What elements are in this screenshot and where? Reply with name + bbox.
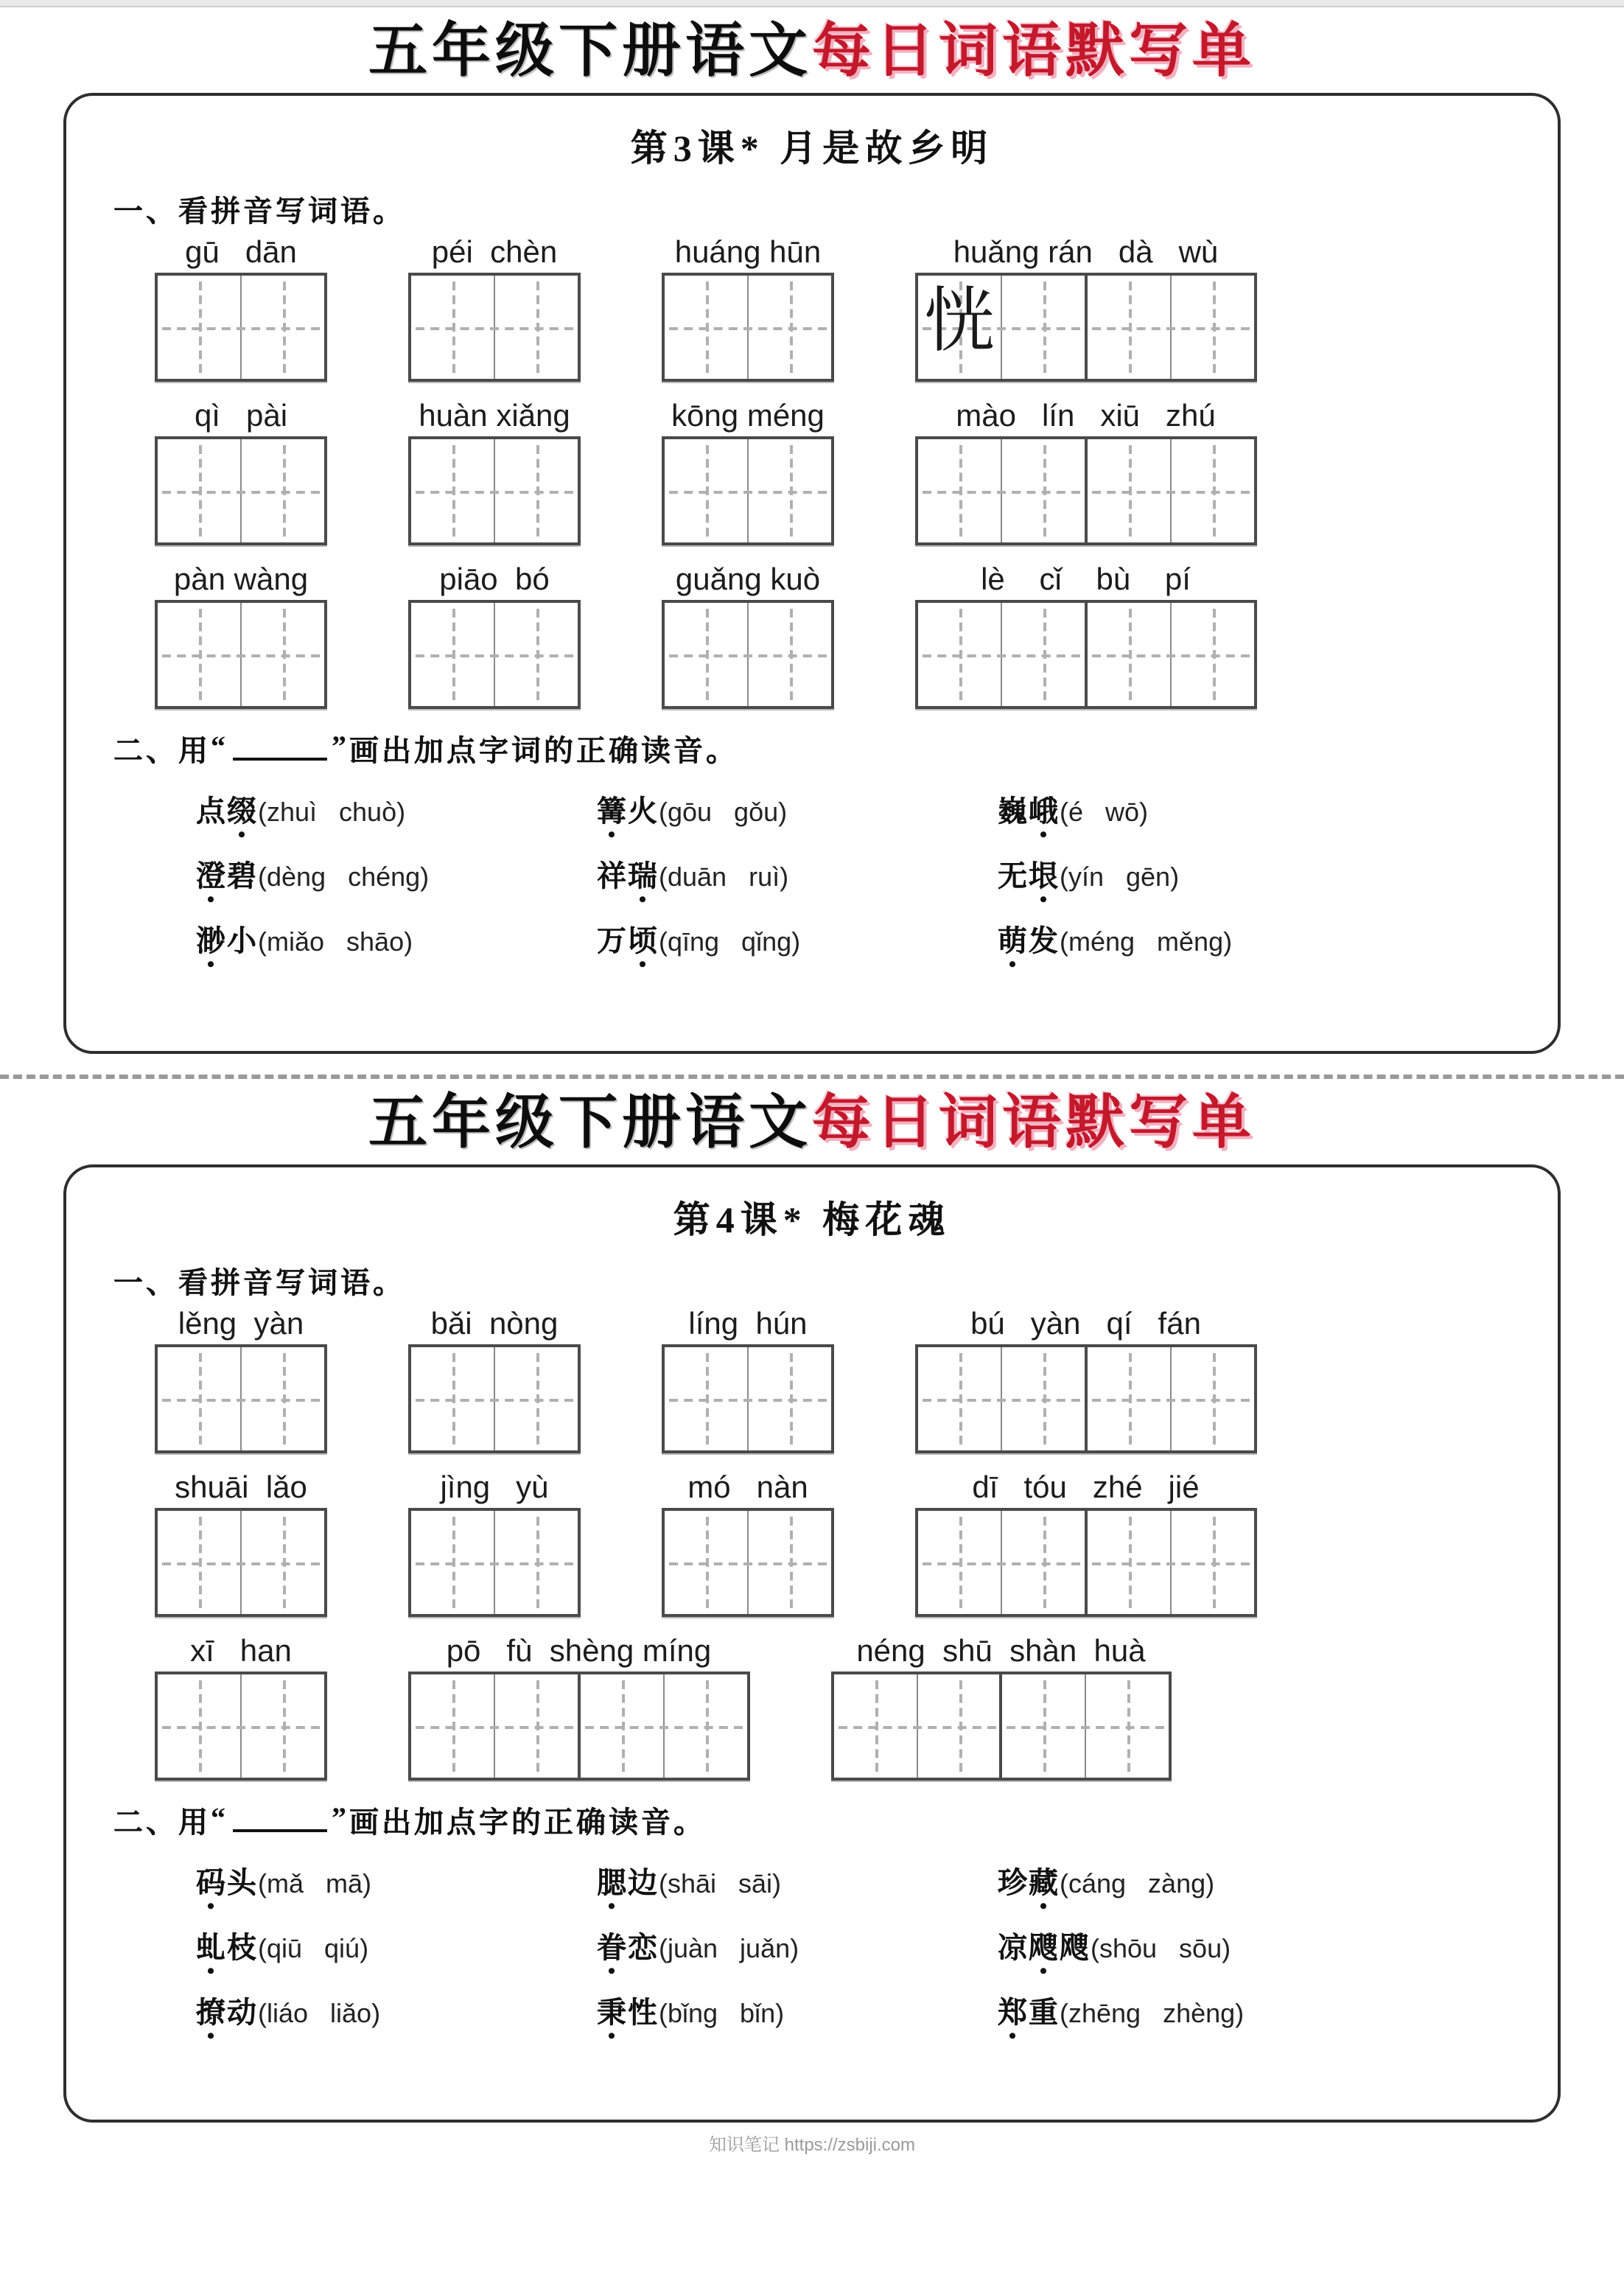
word-group <box>408 236 581 382</box>
word-group <box>155 1471 327 1617</box>
pronunciation-item <box>597 788 998 831</box>
word-group <box>662 1307 834 1453</box>
writing-box <box>999 1672 1172 1781</box>
pronunciation-item <box>196 853 597 895</box>
pinyin-write-area-p2 <box>111 1307 1513 1781</box>
pinyin-label: mó nàn <box>687 1471 808 1506</box>
dotted-character: 峨 • <box>1029 788 1060 831</box>
answer-cell[interactable] <box>240 604 324 707</box>
pinyin-label: mào lín xiū zhú <box>956 399 1216 434</box>
title-black-part: 五年级下册语文 <box>368 18 812 84</box>
writing-boxes <box>155 1344 327 1453</box>
answer-cell[interactable] <box>411 604 494 707</box>
writing-box <box>408 1672 581 1781</box>
answer-cell[interactable] <box>494 604 578 707</box>
answer-cell[interactable] <box>494 1347 578 1450</box>
writing-boxes <box>408 601 581 710</box>
section2-prefix-p2: 二、用 <box>113 1807 211 1840</box>
pinyin-label: shuāi lǎo <box>175 1471 307 1506</box>
pronunciation-item <box>597 1859 998 1902</box>
target-word: 凉飕 •飕 <box>998 1933 1091 1966</box>
handwritten-answer: 恍 <box>924 283 995 362</box>
word-group <box>662 563 834 709</box>
writing-box <box>408 601 581 710</box>
answer-cell[interactable] <box>1169 439 1253 542</box>
dotted-character: 腮 • <box>597 1859 628 1902</box>
section1-label-p1: 一、看拼音写词语。 <box>113 196 405 228</box>
word-group <box>915 563 1256 709</box>
target-word: 篝 •火 <box>597 797 659 829</box>
pronunciation-item <box>196 1989 597 2032</box>
writing-box <box>830 1672 1003 1781</box>
target-word: 点缀 • <box>196 797 258 829</box>
dotted-character: 瑞 • <box>628 853 659 895</box>
pinyin-label: huǎng rán dà wù <box>953 236 1219 270</box>
answer-cell[interactable] <box>1087 439 1169 542</box>
word-group <box>155 399 327 545</box>
writing-box <box>915 436 1088 545</box>
pinyin-label: gū dān <box>185 236 297 270</box>
writing-boxes <box>662 601 834 710</box>
pinyin-label: piāo bó <box>439 563 550 598</box>
close-quote-p2: ” <box>332 1803 349 1836</box>
writing-box <box>662 273 834 382</box>
pinyin-label: huàn xiǎng <box>419 399 570 434</box>
answer-cell[interactable] <box>1087 604 1169 707</box>
reading-options[interactable]: (juàn juǎn) <box>659 1934 799 1964</box>
answer-cell[interactable] <box>665 604 747 707</box>
writing-box <box>155 1672 327 1781</box>
pronunciation-item <box>196 788 597 831</box>
section2-prefix-p1: 二、用 <box>113 736 211 769</box>
answer-cell[interactable] <box>494 1511 578 1614</box>
writing-boxes <box>915 273 1256 382</box>
writing-boxes <box>662 1344 834 1453</box>
section2-label-p2 <box>113 1799 1513 1842</box>
pinyin-row <box>155 1635 1513 1781</box>
word-group <box>408 563 581 709</box>
answer-cell[interactable] <box>494 276 578 379</box>
target-word: 眷 •恋 <box>597 1933 659 1966</box>
answer-cell[interactable] <box>1001 276 1085 379</box>
open-quote-p2: “ <box>211 1803 228 1836</box>
word-group <box>662 399 834 545</box>
answer-cell[interactable] <box>411 276 494 379</box>
writing-box <box>915 1508 1088 1617</box>
writing-boxes <box>662 273 834 382</box>
answer-cell[interactable] <box>1087 276 1169 379</box>
word-group <box>915 236 1256 382</box>
answer-cell[interactable] <box>747 1347 831 1450</box>
writing-boxes <box>408 436 581 545</box>
target-word: 巍峨 • <box>998 797 1060 829</box>
answer-cell[interactable] <box>665 1347 747 1450</box>
reading-options[interactable]: (zhuì chuò) <box>258 797 406 828</box>
dotted-character: 飕 • <box>1029 1924 1060 1967</box>
section2-suffix-p1: 画出加点字词的正确读音。 <box>349 736 738 769</box>
pinyin-label: kōng méng <box>671 399 825 434</box>
reading-options[interactable]: (cáng zàng) <box>1060 1869 1215 1899</box>
underline-mark-p2 <box>233 1809 327 1832</box>
writing-boxes <box>155 273 327 382</box>
writing-boxes <box>155 436 327 545</box>
writing-box <box>1084 1508 1256 1617</box>
pinyin-label: bǎi nòng <box>430 1307 559 1341</box>
pinyin-label: guǎng kuò <box>675 563 821 598</box>
reading-options[interactable]: (miǎo shāo) <box>258 927 413 957</box>
section1-label-p2: 一、看拼音写词语。 <box>113 1268 405 1300</box>
writing-box <box>662 1344 834 1453</box>
answer-cell[interactable] <box>747 604 831 707</box>
answer-cell[interactable] <box>1087 1347 1169 1450</box>
pronunciation-item <box>998 853 1513 895</box>
writing-boxes <box>408 1508 581 1617</box>
dotted-character: 萌 • <box>998 918 1029 960</box>
writing-box <box>915 1344 1088 1453</box>
title-red-part: 每日词语默写单 <box>812 18 1256 84</box>
word-group <box>155 236 327 382</box>
target-word: 撩 •动 <box>196 1998 258 2030</box>
answer-cell[interactable] <box>240 439 324 542</box>
reading-options[interactable]: (qīng qǐng) <box>659 927 801 957</box>
reading-options[interactable]: (zhēng zhèng) <box>1060 1999 1245 2029</box>
answer-cell[interactable] <box>1169 1511 1253 1614</box>
title2-black-part: 五年级下册语文 <box>368 1089 812 1156</box>
writing-box <box>155 273 327 382</box>
pinyin-label: qì pài <box>194 399 288 434</box>
writing-boxes <box>830 1672 1172 1781</box>
title2-red-part: 每日词语默写单 <box>812 1089 1256 1156</box>
pinyin-row <box>155 563 1513 709</box>
dotted-character: 渺 • <box>196 918 227 960</box>
answer-cell[interactable] <box>411 1511 494 1614</box>
writing-box <box>577 1672 749 1781</box>
pronunciation-item <box>998 1859 1513 1902</box>
writing-boxes <box>662 436 834 545</box>
answer-cell[interactable] <box>240 1675 324 1778</box>
answer-cell[interactable] <box>240 1347 324 1450</box>
pinyin-label: xī han <box>190 1635 292 1669</box>
pinyin-write-area-p1 <box>111 236 1513 710</box>
writing-box <box>1084 273 1256 382</box>
target-word: 腮 •边 <box>597 1868 659 1901</box>
open-quote-p1: “ <box>211 731 228 764</box>
pinyin-label: jìng yù <box>440 1471 549 1506</box>
pinyin-label: néng shū shàn huà <box>856 1635 1146 1669</box>
answer-cell[interactable] <box>1169 1347 1253 1450</box>
pronunciation-item <box>998 1989 1513 2032</box>
writing-box <box>662 436 834 545</box>
underline-mark-p1 <box>233 737 327 761</box>
word-group <box>155 1635 327 1781</box>
pinyin-row <box>155 399 1513 545</box>
answer-cell[interactable] <box>494 439 578 542</box>
target-word: 秉 •性 <box>597 1998 659 2030</box>
answer-cell[interactable] <box>411 1675 494 1778</box>
pinyin-label: lè cǐ bù pí <box>981 563 1191 598</box>
pronunciation-item <box>597 853 998 895</box>
writing-boxes <box>915 1508 1256 1617</box>
pinyin-label: pàn wàng <box>173 563 309 598</box>
dotted-character: 篝 • <box>597 788 628 831</box>
answer-cell[interactable] <box>158 1347 240 1450</box>
writing-box <box>915 273 1088 382</box>
answer-cell[interactable] <box>580 1675 662 1778</box>
writing-boxes <box>662 1508 834 1617</box>
answer-cell[interactable] <box>240 276 324 379</box>
site-watermark: 知识笔记 https://zsbiji.com <box>708 2134 916 2155</box>
dotted-character: 顷 • <box>628 918 659 960</box>
answer-cell[interactable] <box>918 439 1001 542</box>
target-word: 码 •头 <box>196 1868 258 1901</box>
answer-cell[interactable] <box>747 439 831 542</box>
section2-label-p1 <box>113 727 1513 770</box>
dotted-character: 撩 • <box>196 1989 227 2032</box>
reading-options[interactable]: (duān ruì) <box>659 862 789 893</box>
answer-cell[interactable] <box>494 1675 578 1778</box>
page-cut-dashed-line <box>0 1075 1624 1079</box>
dotted-character: 秉 • <box>597 1989 628 2032</box>
word-group <box>915 1307 1256 1453</box>
writing-boxes <box>408 1672 749 1781</box>
pronunciation-items-p2 <box>111 1859 1513 2032</box>
pronunciation-item <box>196 1859 597 1902</box>
pinyin-row <box>155 1307 1513 1453</box>
target-word: 万顷 • <box>597 926 659 959</box>
word-group <box>408 1307 581 1453</box>
pinyin-label: dī tóu zhé jié <box>972 1471 1200 1506</box>
answer-cell[interactable] <box>662 1675 746 1778</box>
reading-options[interactable]: (é wō) <box>1060 797 1149 828</box>
reading-options[interactable]: (liáo liǎo) <box>258 1999 381 2029</box>
answer-cell[interactable] <box>1001 604 1085 707</box>
lesson3-title: 第3课* 月是故乡明 <box>630 130 994 170</box>
writing-box <box>408 1508 581 1617</box>
answer-cell[interactable] <box>918 1347 1001 1450</box>
word-group <box>408 1635 749 1781</box>
writing-box <box>155 1508 327 1617</box>
target-word: 渺 •小 <box>196 926 258 959</box>
answer-cell[interactable] <box>411 439 494 542</box>
answer-cell[interactable] <box>665 439 747 542</box>
target-word: 虬 •枝 <box>196 1933 258 1966</box>
answer-cell[interactable] <box>916 1675 1000 1778</box>
answer-cell[interactable] <box>1085 1675 1169 1778</box>
pinyin-row <box>155 1471 1513 1617</box>
lesson4-title: 第4课* 梅花魂 <box>673 1201 951 1241</box>
answer-cell[interactable] <box>158 439 240 542</box>
pronunciation-item <box>196 1924 597 1967</box>
worksheet-title <box>0 19 1624 84</box>
answer-cell[interactable] <box>747 276 831 379</box>
reading-options[interactable]: (shōu sōu) <box>1091 1934 1231 1964</box>
target-word: 珍藏 • <box>998 1868 1060 1901</box>
writing-box <box>408 1344 581 1453</box>
writing-boxes <box>915 436 1256 545</box>
pronunciation-item <box>597 1989 998 2032</box>
dotted-character: 藏 • <box>1029 1859 1060 1902</box>
writing-box <box>408 273 581 382</box>
word-group <box>915 399 1256 545</box>
answer-cell[interactable] <box>158 604 240 707</box>
writing-boxes <box>155 601 327 710</box>
answer-cell[interactable] <box>158 276 240 379</box>
answer-cell[interactable] <box>1169 276 1253 379</box>
writing-box <box>662 601 834 710</box>
answer-cell[interactable] <box>240 1511 324 1614</box>
dotted-character: 眷 • <box>597 1924 628 1967</box>
writing-boxes <box>915 1344 1256 1453</box>
word-group <box>662 236 834 382</box>
answer-cell[interactable] <box>158 1511 240 1614</box>
reading-options[interactable]: (gōu gǒu) <box>659 797 788 828</box>
scan-edge-band <box>0 0 1624 7</box>
dotted-character: 缀 • <box>227 788 258 831</box>
writing-box <box>1084 436 1256 545</box>
pinyin-label: bú yàn qí fán <box>970 1307 1201 1341</box>
answer-cell[interactable] <box>1001 1511 1085 1614</box>
reading-options[interactable]: (méng měng) <box>1060 927 1233 957</box>
dotted-character: 澄 • <box>196 853 227 895</box>
target-word: 郑 •重 <box>998 1998 1060 2030</box>
answer-cell[interactable] <box>1002 1675 1085 1778</box>
word-group <box>408 399 581 545</box>
pinyin-label: pō fù shèng míng <box>446 1635 712 1669</box>
answer-cell[interactable] <box>665 276 747 379</box>
pinyin-label: lěng yàn <box>178 1307 304 1341</box>
reading-options[interactable]: (dèng chéng) <box>258 862 430 893</box>
reading-options[interactable]: (shāi sāi) <box>659 1869 782 1899</box>
answer-cell[interactable] <box>1087 1511 1169 1614</box>
writing-box <box>155 436 327 545</box>
pinyin-label: líng hún <box>688 1307 808 1341</box>
reading-options[interactable]: (bǐng bǐn) <box>659 1999 785 2029</box>
writing-box <box>155 1344 327 1453</box>
dotted-character: 码 • <box>196 1859 227 1902</box>
word-group <box>155 563 327 709</box>
pronunciation-item <box>196 918 597 960</box>
answer-cell[interactable] <box>918 1511 1001 1614</box>
writing-boxes <box>408 273 581 382</box>
writing-boxes <box>408 1344 581 1453</box>
pinyin-label: péi chèn <box>431 236 558 270</box>
word-group <box>830 1635 1172 1781</box>
answer-cell[interactable] <box>918 604 1001 707</box>
writing-boxes <box>155 1508 327 1617</box>
writing-box <box>408 436 581 545</box>
target-word: 祥瑞 • <box>597 862 659 894</box>
target-word: 无垠 • <box>998 862 1060 894</box>
pronunciation-item <box>998 788 1513 831</box>
pinyin-row <box>155 236 1513 382</box>
answer-cell[interactable] <box>747 1511 831 1614</box>
reading-options[interactable]: (yín gēn) <box>1060 862 1180 893</box>
lesson3-panel <box>63 93 1561 1054</box>
dotted-character: 郑 • <box>998 1989 1029 2032</box>
pronunciation-item <box>597 918 998 960</box>
writing-boxes <box>915 601 1256 710</box>
answer-cell[interactable] <box>918 276 1001 379</box>
pronunciation-item <box>597 1924 998 1967</box>
writing-box <box>1084 601 1256 710</box>
pronunciation-item <box>998 1924 1513 1967</box>
dotted-character: 垠 • <box>1029 853 1060 895</box>
word-group <box>155 1307 327 1453</box>
writing-box <box>662 1508 834 1617</box>
lesson4-panel <box>63 1164 1561 2123</box>
reading-options[interactable]: (qiū qiú) <box>258 1934 369 1964</box>
word-group <box>408 1471 581 1617</box>
writing-boxes <box>155 1672 327 1781</box>
answer-cell[interactable] <box>1001 1347 1085 1450</box>
word-group <box>915 1471 1256 1617</box>
close-quote-p1: ” <box>332 731 349 764</box>
pronunciation-items-p1 <box>111 788 1513 960</box>
pinyin-label: huáng hūn <box>674 236 822 270</box>
answer-cell[interactable] <box>411 1347 494 1450</box>
answer-cell[interactable] <box>158 1675 240 1778</box>
target-word: 萌 •发 <box>998 926 1060 959</box>
worksheet-title-2 <box>0 1091 1624 1156</box>
dotted-character: 虬 • <box>196 1924 227 1967</box>
word-group <box>662 1471 834 1617</box>
reading-options[interactable]: (mǎ mā) <box>258 1869 372 1899</box>
target-word: 澄 •碧 <box>196 862 258 894</box>
writing-box <box>155 601 327 710</box>
answer-cell[interactable] <box>1169 604 1253 707</box>
answer-cell[interactable] <box>833 1675 916 1778</box>
section2-suffix-p2: 画出加点字的正确读音。 <box>349 1807 706 1840</box>
answer-cell[interactable] <box>665 1511 747 1614</box>
writing-box <box>915 601 1088 710</box>
pronunciation-item <box>998 918 1513 960</box>
answer-cell[interactable] <box>1001 439 1085 542</box>
writing-box <box>1084 1344 1256 1453</box>
